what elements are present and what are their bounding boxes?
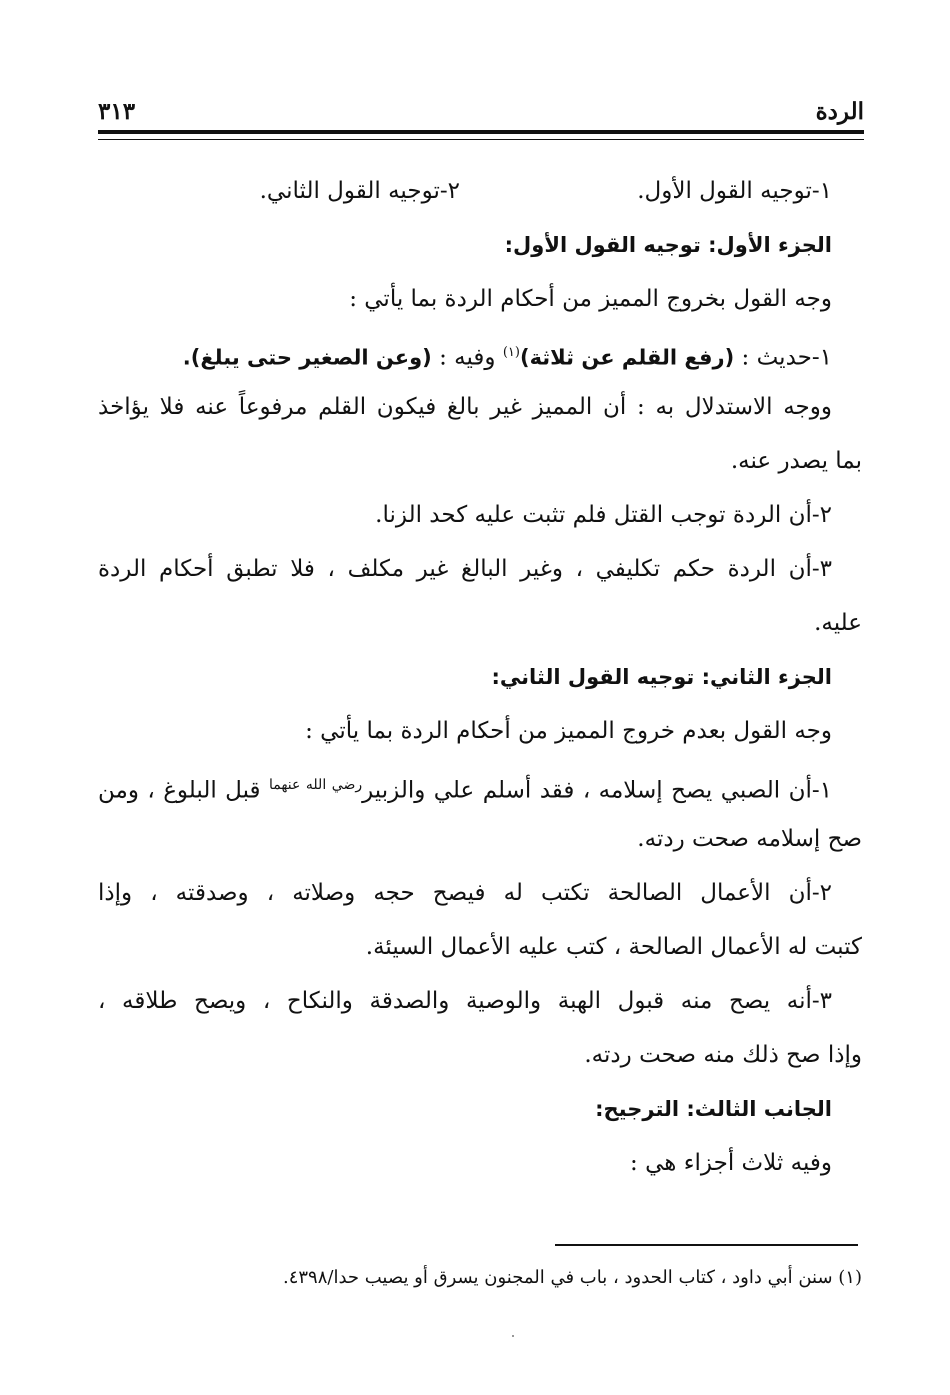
hadith-quote: (وعن الصغير حتى يبلغ). bbox=[182, 345, 432, 370]
item-1: ١-توجيه القول الأول. bbox=[637, 178, 832, 204]
header-rule-thick bbox=[98, 130, 864, 134]
part1-point-3-line-2: عليه. bbox=[814, 610, 862, 636]
hadith-prefix: ١-حديث : bbox=[741, 344, 832, 371]
part2-point-1-line-1 bbox=[98, 770, 832, 806]
honorific-glyph: رضي الله عنهما bbox=[268, 777, 363, 793]
footnote-ref[interactable]: (١) bbox=[502, 345, 520, 360]
part2-point-1-line-2: صح إسلامه صحت ردته. bbox=[637, 826, 862, 852]
part2-point-3-line-1: ٣-أنه يصح منه قبول الهبة والوصية والصدقة والنكاح ، ويصح طلاقه ، bbox=[98, 988, 832, 1014]
hadith-text: (رفع القلم عن ثلاثة) bbox=[519, 345, 735, 370]
part3-heading: الجانب الثالث: الترجيح: bbox=[595, 1097, 832, 1121]
part2-point-1-a: ١-أن الصبي يصح إسلامه ، فقد أسلم علي والزبير bbox=[362, 777, 833, 804]
scan-speck bbox=[512, 1335, 514, 1337]
item-2: ٢-توجيه القول الثاني. bbox=[259, 178, 460, 204]
footnote-rule bbox=[555, 1244, 858, 1246]
part1-point-2: ٢-أن الردة توجب القتل فلم تثبت عليه كحد الزنا. bbox=[375, 502, 832, 528]
part1-point-3-line-1: ٣-أن الردة حكم تكليفي ، وغير البالغ غير مكلف ، فلا تطبق أحكام الردة bbox=[98, 556, 832, 582]
part2-point-2-line-1: ٢-أن الأعمال الصالحة تكتب له فيصح حجه وصلاته ، وصدقته ، وإذا bbox=[98, 880, 832, 906]
part2-intro: وجه القول بعدم خروج المميز من أحكام الردة بما يأتي : bbox=[305, 718, 832, 744]
part2-point-2-line-2: كتبت له الأعمال الصالحة ، كتب عليه الأعمال السيئة. bbox=[365, 934, 862, 960]
footnote: (١) سنن أبي داود ، كتاب الحدود ، باب في المجنون يسرق أو يصيب حدا/٤٣٩٨. bbox=[282, 1267, 862, 1288]
evidence-line-1: ووجه الاستدلال به : أن المميز غير بالغ فيكون القلم مرفوعاً عنه فلا يؤاخذ bbox=[98, 394, 832, 420]
header-rule-thin bbox=[98, 139, 864, 140]
hadith-line bbox=[183, 338, 832, 373]
page-number: ٣١٣ bbox=[98, 98, 136, 125]
part2-point-3-line-2: وإذا صح ذلك منه صحت ردته. bbox=[584, 1042, 862, 1068]
part2-heading: الجزء الثاني: توجيه القول الثاني: bbox=[491, 665, 832, 689]
evidence-line-2: بما يصدر عنه. bbox=[730, 448, 862, 474]
part1-intro: وجه القول بخروج المميز من أحكام الردة بما يأتي : bbox=[349, 286, 832, 312]
part2-point-1-b: قبل البلوغ ، ومن bbox=[98, 777, 261, 804]
part3-intro: وفيه ثلاث أجزاء هي : bbox=[630, 1150, 832, 1176]
chapter-title: الردة bbox=[815, 98, 864, 125]
part1-heading: الجزء الأول: توجيه القول الأول: bbox=[504, 233, 832, 257]
hadith-mid: وفيه : bbox=[439, 344, 496, 371]
running-header bbox=[98, 98, 864, 128]
